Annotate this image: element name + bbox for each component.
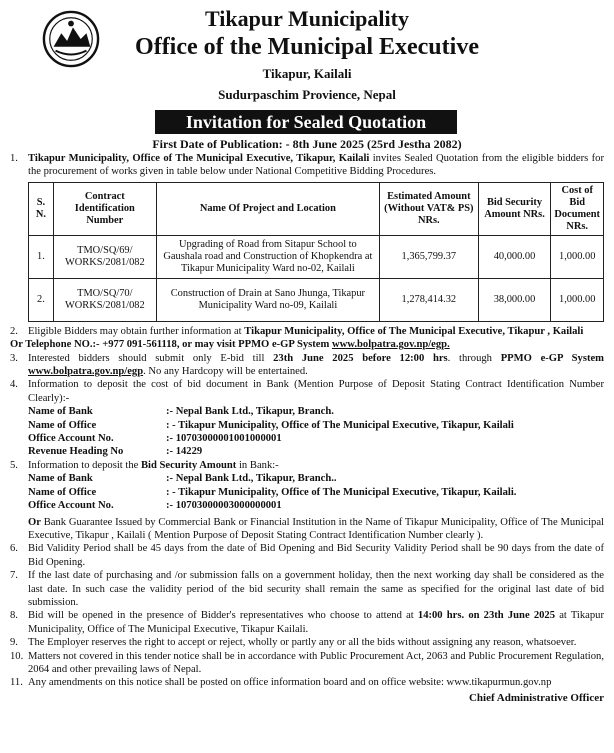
bank-detail-row: Revenue Heading No :- 14229 — [28, 446, 203, 458]
clause-5: 5. Information to deposit the Bid Security Amount in Bank:- — [10, 459, 279, 471]
publication-date: First Date of Publication: - 8th June 2025 (25rd Jestha 2082) — [152, 137, 462, 151]
bank-detail-row: Name of Bank :- Nepal Bank Ltd., Tikapur, Branch.. — [28, 473, 337, 485]
municipality-title: Tikapur Municipality — [205, 6, 409, 31]
bank-detail-row: Office Account No. :- 10703000003000000001 — [28, 500, 282, 512]
notice-banner: Invitation for Sealed Quotation — [155, 110, 457, 134]
table-header-row — [29, 182, 604, 235]
table-row: 1. TMO/SQ/69/ WORKS/2081/082 Upgrading of Road from Sitapur School to Gaushala road and Construction of Khopkendra at Tikapur Municipality Ward no-02, Kailali 1,365,799.37 40,000.00 1,000.00 — [29, 235, 604, 278]
bank-detail-row: Name of Office : - Tikapur Municipality, Office of The Municipal Executive, Tikapur, Kailali. — [28, 486, 517, 498]
clause-9: 9. The Employer reserves the right to accept or reject, wholly or partly any or all the bids without assigning any reason, whatsoever. — [10, 637, 577, 649]
clause-10: 10. Matters not covered in this tender notice shall be in accordance with Public Procurement Act, 2063 and Public Procurement Regulation, 2064 and other prevailing laws of Nepal. — [10, 650, 604, 675]
clause-6: 6. Bid Validity Period shall be 45 days from the date of Bid Opening and Bid Security Validity Period shall be 90 days from the date of Bid Opening. — [10, 543, 604, 568]
clause-4: 4. Information to deposit the cost of bid document in Bank (Mention Purpose of Deposit Stating Contract Identification Number Clearly):- — [10, 379, 604, 404]
works-table — [28, 182, 604, 322]
province-line: Sudurpaschim Provience, Nepal — [218, 87, 396, 102]
bank-detail-row: Office Account No. :- 10703000001001000001 — [28, 433, 282, 445]
egp-link-2[interactable]: www.bolpatra.gov.np/egp — [28, 366, 144, 378]
bank-guarantee-note: Or Bank Guarantee Issued by Commercial Bank or Financial Institution in the Name of Tikapur Municipality, Office of The Municipal Executive, Tikapur , Kailali ( Mention Purpose of Deposit Stating Contract Identification Number clearly ). — [28, 516, 604, 541]
clause-2-contact: Or Telephone NO.:- +977 091-561118, or may visit PPMO e-GP System www.bolpatra.gov.np/egp. — [10, 339, 450, 351]
col-project: Name Of Project and Location — [156, 182, 379, 235]
office-title: Office of the Municipal Executive — [135, 34, 479, 60]
clause-8: 8. Bid will be opened in the presence of Bidder's representatives who choose to attend at 14:00 hrs. on 23th June 2025 at Tikapur Municipality, Office of The Municipal Executive, Tikapur Kailali. — [10, 610, 604, 635]
clause-7: 7. If the last date of purchasing and /or submission falls on a government holiday, then the next working day shall be considered as the last date. In such case the validity period of the bid security shall remain the same as specified for the original last date of bid submission. — [10, 570, 604, 608]
signature-title: Chief Administrative Officer — [468, 691, 604, 704]
table-row: 2. TMO/SQ/70/ WORKS/2081/082 Construction of Drain at Sano Jhunga, Tikapur Municipality Ward no-09, Kailali 1,278,414.32 38,000.00 1,000.00 — [29, 278, 604, 321]
clause-2: 2. Eligible Bidders may obtain further information at Tikapur Municipality, Office of The Municipal Executive, Tikapur , Kailali — [10, 325, 584, 337]
col-bid-security: Bid Security Amount NRs. — [478, 182, 551, 235]
bank-detail-row: Name of Office : - Tikapur Municipality, Office of The Municipal Executive, Tikapur, Kailali — [28, 419, 514, 431]
place-line: Tikapur, Kailali — [262, 66, 352, 81]
clause-1: 1. Tikapur Municipality, Office of The Municipal Executive, Tikapur, Kailali invites Sealed Quotation from the eligible bidders for the procurement of works given in table below under National Competitive Bidding Procedures. — [10, 153, 605, 178]
col-contract-id: Contract Identification Number — [53, 182, 156, 235]
egp-link[interactable]: www.bolpatra.gov.np/egp. — [331, 339, 450, 351]
bank-detail-row: Name of Bank :- Nepal Bank Ltd., Tikapur, Branch. — [28, 406, 334, 418]
notice-body — [10, 152, 604, 705]
col-doc-cost: Cost of Bid Document NRs. — [551, 182, 604, 235]
clause-11: 11. Any amendments on this notice shall be posted on office information board and on office website: www.tikapurmun.gov.np — [10, 677, 552, 689]
col-sn: S. N. — [29, 182, 54, 235]
col-estimated: Estimated Amount (Without VAT& PS) NRs. — [380, 182, 479, 235]
clause-3: 3. Interested bidders should submit only E-bid till 23th June 2025 before 12:00 hrs. through PPMO e-GP System www.bolpatra.gov.np/egp. No any Hardcopy will be entertained. — [10, 352, 604, 378]
